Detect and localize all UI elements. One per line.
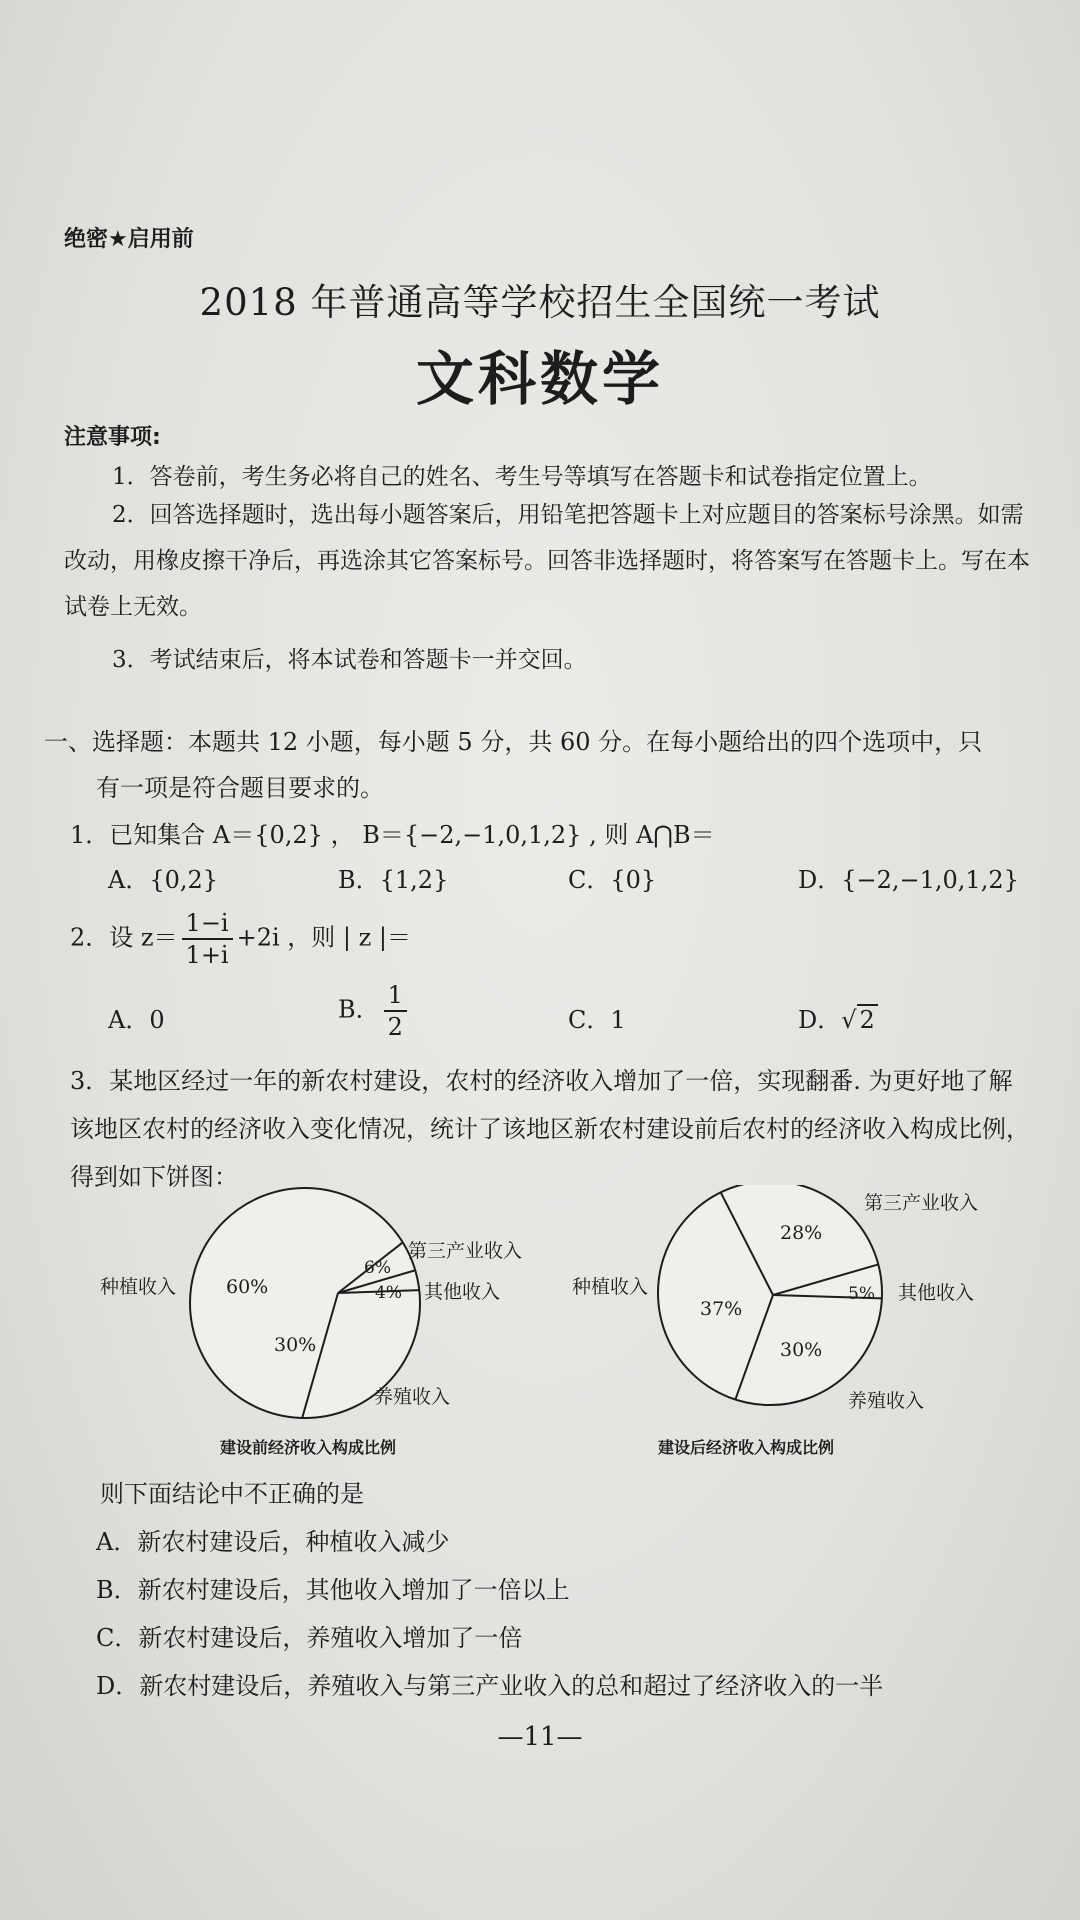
q2-option-d-label: D． [798, 1006, 842, 1034]
note-item-3: 3．考试结束后，将本试卷和答题卡一并交回。 [112, 647, 587, 673]
q1-option-a: A．{0,2} [108, 866, 219, 894]
confidential-label: 绝密★启用前 [64, 227, 194, 252]
pie-after-cat-tertiary: 第三产业收入 [864, 1192, 979, 1214]
q2-option-b-numerator: 1 [384, 980, 407, 1012]
pie-before-outline [190, 1188, 420, 1418]
section-heading-line2: 有一项是符合题目要求的。 [96, 774, 384, 802]
pie-after-label-30: 30% [780, 1339, 823, 1361]
pie-before-caption: 建设前经济收入构成比例 [220, 1438, 397, 1457]
pie-after-label-28: 28% [780, 1222, 823, 1244]
pie-before-cat-other: 其他收入 [424, 1281, 501, 1303]
q1-option-b: B．{1,2} [338, 866, 449, 894]
q2-prefix: 2．设 z＝ [70, 923, 178, 952]
q2-fraction-numerator: 1−i [182, 908, 233, 940]
pie-before-label-4: 4% [375, 1283, 402, 1303]
q3-option-c: C．新农村建设后，养殖收入增加了一倍 [96, 1624, 523, 1652]
q2-option-d [798, 1000, 878, 1035]
q3-option-a: A．新农村建设后，种植收入减少 [96, 1528, 450, 1556]
pie-after-cat-planting: 养殖收入 [848, 1390, 925, 1412]
pie-before-label-6: 6% [364, 1258, 391, 1278]
q3-conclusion: 则下面结论中不正确的是 [100, 1480, 364, 1508]
pie-before-cat-tertiary: 第三产业收入 [408, 1240, 523, 1262]
q3-option-b: B．新农村建设后，其他收入增加了一倍以上 [96, 1576, 570, 1604]
exam-title: 2018 年普通高等学校招生全国统一考试 [199, 281, 881, 324]
q2-option-c: C．1 [568, 1006, 626, 1034]
pie-before-cat-planting: 种植收入 [100, 1276, 177, 1298]
pie-before-cat-breeding: 养殖收入 [374, 1386, 451, 1408]
pie-after-cat-other: 其他收入 [898, 1282, 975, 1304]
q2-fraction [182, 908, 233, 970]
q2-fraction-denominator: 1+i [185, 941, 229, 969]
q1-option-d: D．{−2,−1,0,1,2} [798, 866, 1019, 894]
page-number: —11— [497, 1722, 583, 1752]
q2-option-a: A．0 [108, 1006, 165, 1034]
q2-option-b-fraction [384, 980, 407, 1042]
note-item-2: 2．回答选择题时，选出每小题答案后，用铅笔把答题卡上对应题目的答案标号涂黑。如需改动，用橡皮擦干净后，再选涂其它答案标号。回答非选择题时，将答案写在答题卡上。写在本试卷上无效。 [64, 502, 1030, 620]
q2-option-b-label: B． [338, 995, 380, 1024]
section-heading-line1: 一、选择题：本题共 12 小题，每小题 5 分，共 60 分。在每小题给出的四个选项中，只 [44, 728, 983, 756]
pie-before-label-30: 30% [274, 1334, 317, 1356]
q2-suffix: +2i ，则 | z |＝ [236, 923, 411, 952]
pie-before [100, 1188, 522, 1457]
note-item-1: 1．答卷前，考生务必将自己的姓名、考生号等填写在答题卡和试卷指定位置上。 [112, 464, 932, 490]
notes-title: 注意事项: [64, 425, 161, 450]
q1-stem: 1．已知集合 A＝{0,2} ， B＝{−2,−1,0,1,2} , 则 A⋂B＝ [70, 821, 715, 849]
q3-option-d: D．新农村建设后，养殖收入与第三产业收入的总和超过了经济收入的一半 [96, 1672, 884, 1700]
pie-after-caption: 建设后经济收入构成比例 [658, 1438, 835, 1457]
q2-option-b [338, 980, 411, 1042]
q2-stem [70, 908, 411, 970]
pie-before-label-60: 60% [226, 1276, 269, 1298]
q2-option-b-denominator: 2 [387, 1013, 403, 1041]
pie-after-cat-breeding: 种植收入 [572, 1276, 649, 1298]
pie-charts [90, 1185, 1020, 1460]
q1-option-c: C．{0} [568, 866, 657, 894]
pie-after-label-5: 5% [848, 1284, 875, 1304]
q2-option-d-radicand: 2 [857, 1004, 878, 1034]
subject-title: 文科数学 [415, 345, 664, 413]
q3-stem: 3．某地区经过一年的新农村建设，农村的经济收入增加了一倍，实现翻番. 为更好地了解该地区农村的经济收入变化情况，统计了该地区新农村建设前后农村的经济收入构成比例，得到如下饼图： [70, 1067, 1030, 1191]
pie-after [572, 1185, 978, 1457]
q2-option-d-sqrt: √ 2 [841, 1006, 878, 1034]
pie-after-label-37: 37% [700, 1298, 743, 1320]
